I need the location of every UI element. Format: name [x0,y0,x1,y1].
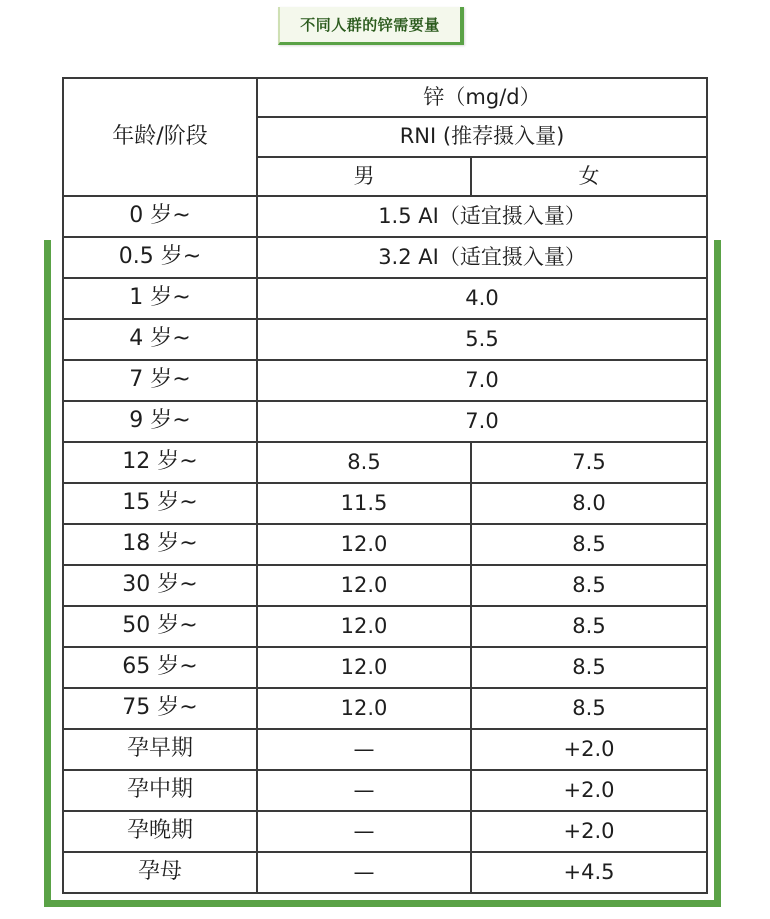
table-row [63,606,707,647]
male-value-cell: 11.5 [257,483,471,524]
table-body [63,78,707,893]
table-row [63,811,707,852]
table-row [63,278,707,319]
combined-value-cell: 4.0 [257,278,707,319]
age-stage-cell: 0.5 岁~ [63,237,257,278]
zinc-requirement-table [62,77,708,894]
male-value-cell: 12.0 [257,647,471,688]
age-stage-cell: 孕晚期 [63,811,257,852]
table-header-row [63,78,707,117]
table-row [63,688,707,729]
age-stage-cell: 0 岁~ [63,196,257,237]
male-value-cell: 12.0 [257,606,471,647]
table-row [63,770,707,811]
age-stage-cell: 7 岁~ [63,360,257,401]
female-value-cell: 8.5 [471,688,707,729]
age-stage-cell: 50 岁~ [63,606,257,647]
combined-value-cell: 7.0 [257,401,707,442]
female-value-cell: 7.5 [471,442,707,483]
table-row [63,647,707,688]
table-row [63,729,707,770]
table-row [63,196,707,237]
age-stage-cell: 孕母 [63,852,257,893]
female-value-cell: +2.0 [471,811,707,852]
age-stage-cell: 15 岁~ [63,483,257,524]
table-row [63,483,707,524]
header-female: 女 [471,157,707,196]
age-stage-cell: 1 岁~ [63,278,257,319]
age-stage-cell: 18 岁~ [63,524,257,565]
age-stage-cell: 孕早期 [63,729,257,770]
table-row [63,237,707,278]
table-row [63,442,707,483]
male-value-cell: 12.0 [257,688,471,729]
female-value-cell: +4.5 [471,852,707,893]
age-stage-cell: 孕中期 [63,770,257,811]
male-value-cell: — [257,729,471,770]
female-value-cell: 8.0 [471,483,707,524]
table-row [63,524,707,565]
male-value-cell: 8.5 [257,442,471,483]
table-row [63,852,707,893]
age-stage-cell: 9 岁~ [63,401,257,442]
male-value-cell: 12.0 [257,565,471,606]
table-row [63,401,707,442]
age-stage-cell: 75 岁~ [63,688,257,729]
zinc-requirement-table-container [62,77,706,894]
combined-value-cell: 3.2 AI（适宜摄入量） [257,237,707,278]
combined-value-cell: 1.5 AI（适宜摄入量） [257,196,707,237]
section-title: 不同人群的锌需要量 [300,16,440,34]
combined-value-cell: 7.0 [257,360,707,401]
age-stage-cell: 4 岁~ [63,319,257,360]
female-value-cell: +2.0 [471,770,707,811]
combined-value-cell: 5.5 [257,319,707,360]
table-row [63,319,707,360]
female-value-cell: 8.5 [471,565,707,606]
female-value-cell: 8.5 [471,606,707,647]
age-stage-cell: 65 岁~ [63,647,257,688]
header-nutrient-unit: 锌（mg/d） [257,78,707,117]
male-value-cell: — [257,811,471,852]
table-row [63,360,707,401]
female-value-cell: 8.5 [471,524,707,565]
age-stage-cell: 30 岁~ [63,565,257,606]
header-rni: RNI (推荐摄入量) [257,117,707,156]
male-value-cell: 12.0 [257,524,471,565]
female-value-cell: +2.0 [471,729,707,770]
male-value-cell: — [257,770,471,811]
age-stage-cell: 12 岁~ [63,442,257,483]
table-row [63,565,707,606]
header-age-stage: 年龄/阶段 [63,78,257,196]
female-value-cell: 8.5 [471,647,707,688]
header-male: 男 [257,157,471,196]
section-title-badge [278,7,464,45]
male-value-cell: — [257,852,471,893]
